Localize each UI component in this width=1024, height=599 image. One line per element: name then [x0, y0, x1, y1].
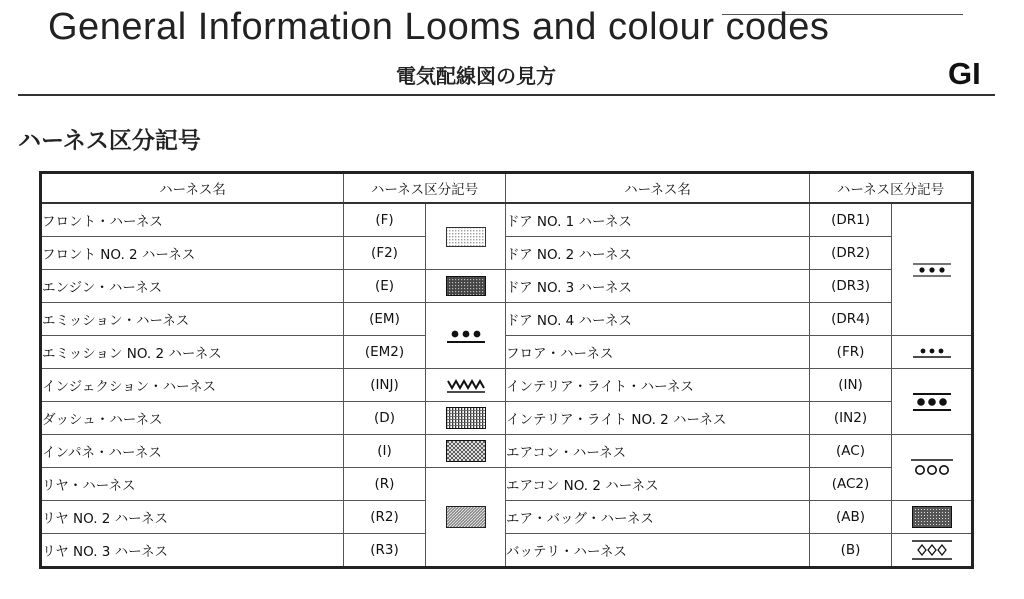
page-subtitle: 電気配線図の見方 — [396, 64, 556, 88]
page-title: General Information Looms and colour codes — [48, 6, 830, 48]
table-row — [41, 435, 973, 468]
harness-name: フロント・ハーネス — [41, 203, 344, 237]
harness-code: (DR4) — [810, 303, 892, 336]
harness-name: ドア NO. 4 ハーネス — [506, 303, 810, 336]
dense-hatch-symbol — [892, 501, 973, 534]
diamond-hatch-symbol — [426, 435, 506, 468]
dots-line-symbol — [426, 303, 506, 369]
harness-code-table — [39, 171, 974, 569]
table-row — [41, 237, 973, 270]
open-circles-line-symbol — [892, 435, 973, 501]
medium-hatch-symbol — [426, 468, 506, 568]
small-dots-line-symbol — [892, 336, 973, 369]
harness-name: リヤ NO. 2 ハーネス — [41, 501, 344, 534]
harness-code: (DR3) — [810, 270, 892, 303]
table-row — [41, 336, 973, 369]
harness-code: (EM) — [344, 303, 426, 336]
harness-code: (F) — [344, 203, 426, 237]
header-left-code: ハーネス区分記号 — [344, 173, 506, 204]
harness-name: フロア・ハーネス — [506, 336, 810, 369]
harness-name: エアコン・ハーネス — [506, 435, 810, 468]
harness-code: (I) — [344, 435, 426, 468]
harness-name: エアコン NO. 2 ハーネス — [506, 468, 810, 501]
table-row — [41, 402, 973, 435]
header-rule — [18, 94, 995, 96]
harness-code: (B) — [810, 534, 892, 568]
harness-code: (EM2) — [344, 336, 426, 369]
harness-code: (F2) — [344, 237, 426, 270]
section-heading: ハーネス区分記号 — [18, 128, 201, 154]
header-right-code: ハーネス区分記号 — [810, 173, 973, 204]
harness-name: ドア NO. 3 ハーネス — [506, 270, 810, 303]
harness-name: ドア NO. 1 ハーネス — [506, 203, 810, 237]
harness-name: エミッション NO. 2 ハーネス — [41, 336, 344, 369]
harness-code: (INJ) — [344, 369, 426, 402]
harness-code: (DR2) — [810, 237, 892, 270]
harness-code: (IN2) — [810, 402, 892, 435]
harness-code: (R3) — [344, 534, 426, 568]
harness-name: エミッション・ハーネス — [41, 303, 344, 336]
header-left-name: ハーネス名 — [41, 173, 344, 204]
harness-name: リヤ・ハーネス — [41, 468, 344, 501]
harness-name: インパネ・ハーネス — [41, 435, 344, 468]
harness-code: (R) — [344, 468, 426, 501]
light-hatch-symbol — [426, 203, 506, 270]
harness-name: エア・バッグ・ハーネス — [506, 501, 810, 534]
harness-code: (FR) — [810, 336, 892, 369]
harness-name: インジェクション・ハーネス — [41, 369, 344, 402]
harness-name: リヤ NO. 3 ハーネス — [41, 534, 344, 568]
harness-name: ダッシュ・ハーネス — [41, 402, 344, 435]
harness-name: ドア NO. 2 ハーネス — [506, 237, 810, 270]
table-row — [41, 203, 973, 237]
harness-code: (DR1) — [810, 203, 892, 237]
harness-code: (AC2) — [810, 468, 892, 501]
harness-code: (AC) — [810, 435, 892, 468]
harness-name: フロント NO. 2 ハーネス — [41, 237, 344, 270]
table-row — [41, 501, 973, 534]
table-header-row — [41, 173, 973, 204]
harness-name: バッテリ・ハーネス — [506, 534, 810, 568]
grid-hatch-symbol — [426, 402, 506, 435]
section-tag: GI — [948, 56, 981, 91]
table-row — [41, 303, 973, 336]
harness-code: (E) — [344, 270, 426, 303]
table-row — [41, 270, 973, 303]
harness-name: エンジン・ハーネス — [41, 270, 344, 303]
open-diamonds-double-line-symbol — [892, 534, 973, 568]
harness-code: (R2) — [344, 501, 426, 534]
harness-code: (AB) — [810, 501, 892, 534]
harness-name: インテリア・ライト・ハーネス — [506, 369, 810, 402]
header-right-name: ハーネス名 — [506, 173, 810, 204]
zigzag-symbol — [426, 369, 506, 402]
harness-name: インテリア・ライト NO. 2 ハーネス — [506, 402, 810, 435]
small-dots-line-symbol — [892, 203, 973, 336]
large-dots-double-line-symbol — [892, 369, 973, 435]
dark-hatch-symbol — [426, 270, 506, 303]
table-row — [41, 369, 973, 402]
harness-code: (IN) — [810, 369, 892, 402]
table-row — [41, 468, 973, 501]
harness-code: (D) — [344, 402, 426, 435]
table-row — [41, 534, 973, 568]
